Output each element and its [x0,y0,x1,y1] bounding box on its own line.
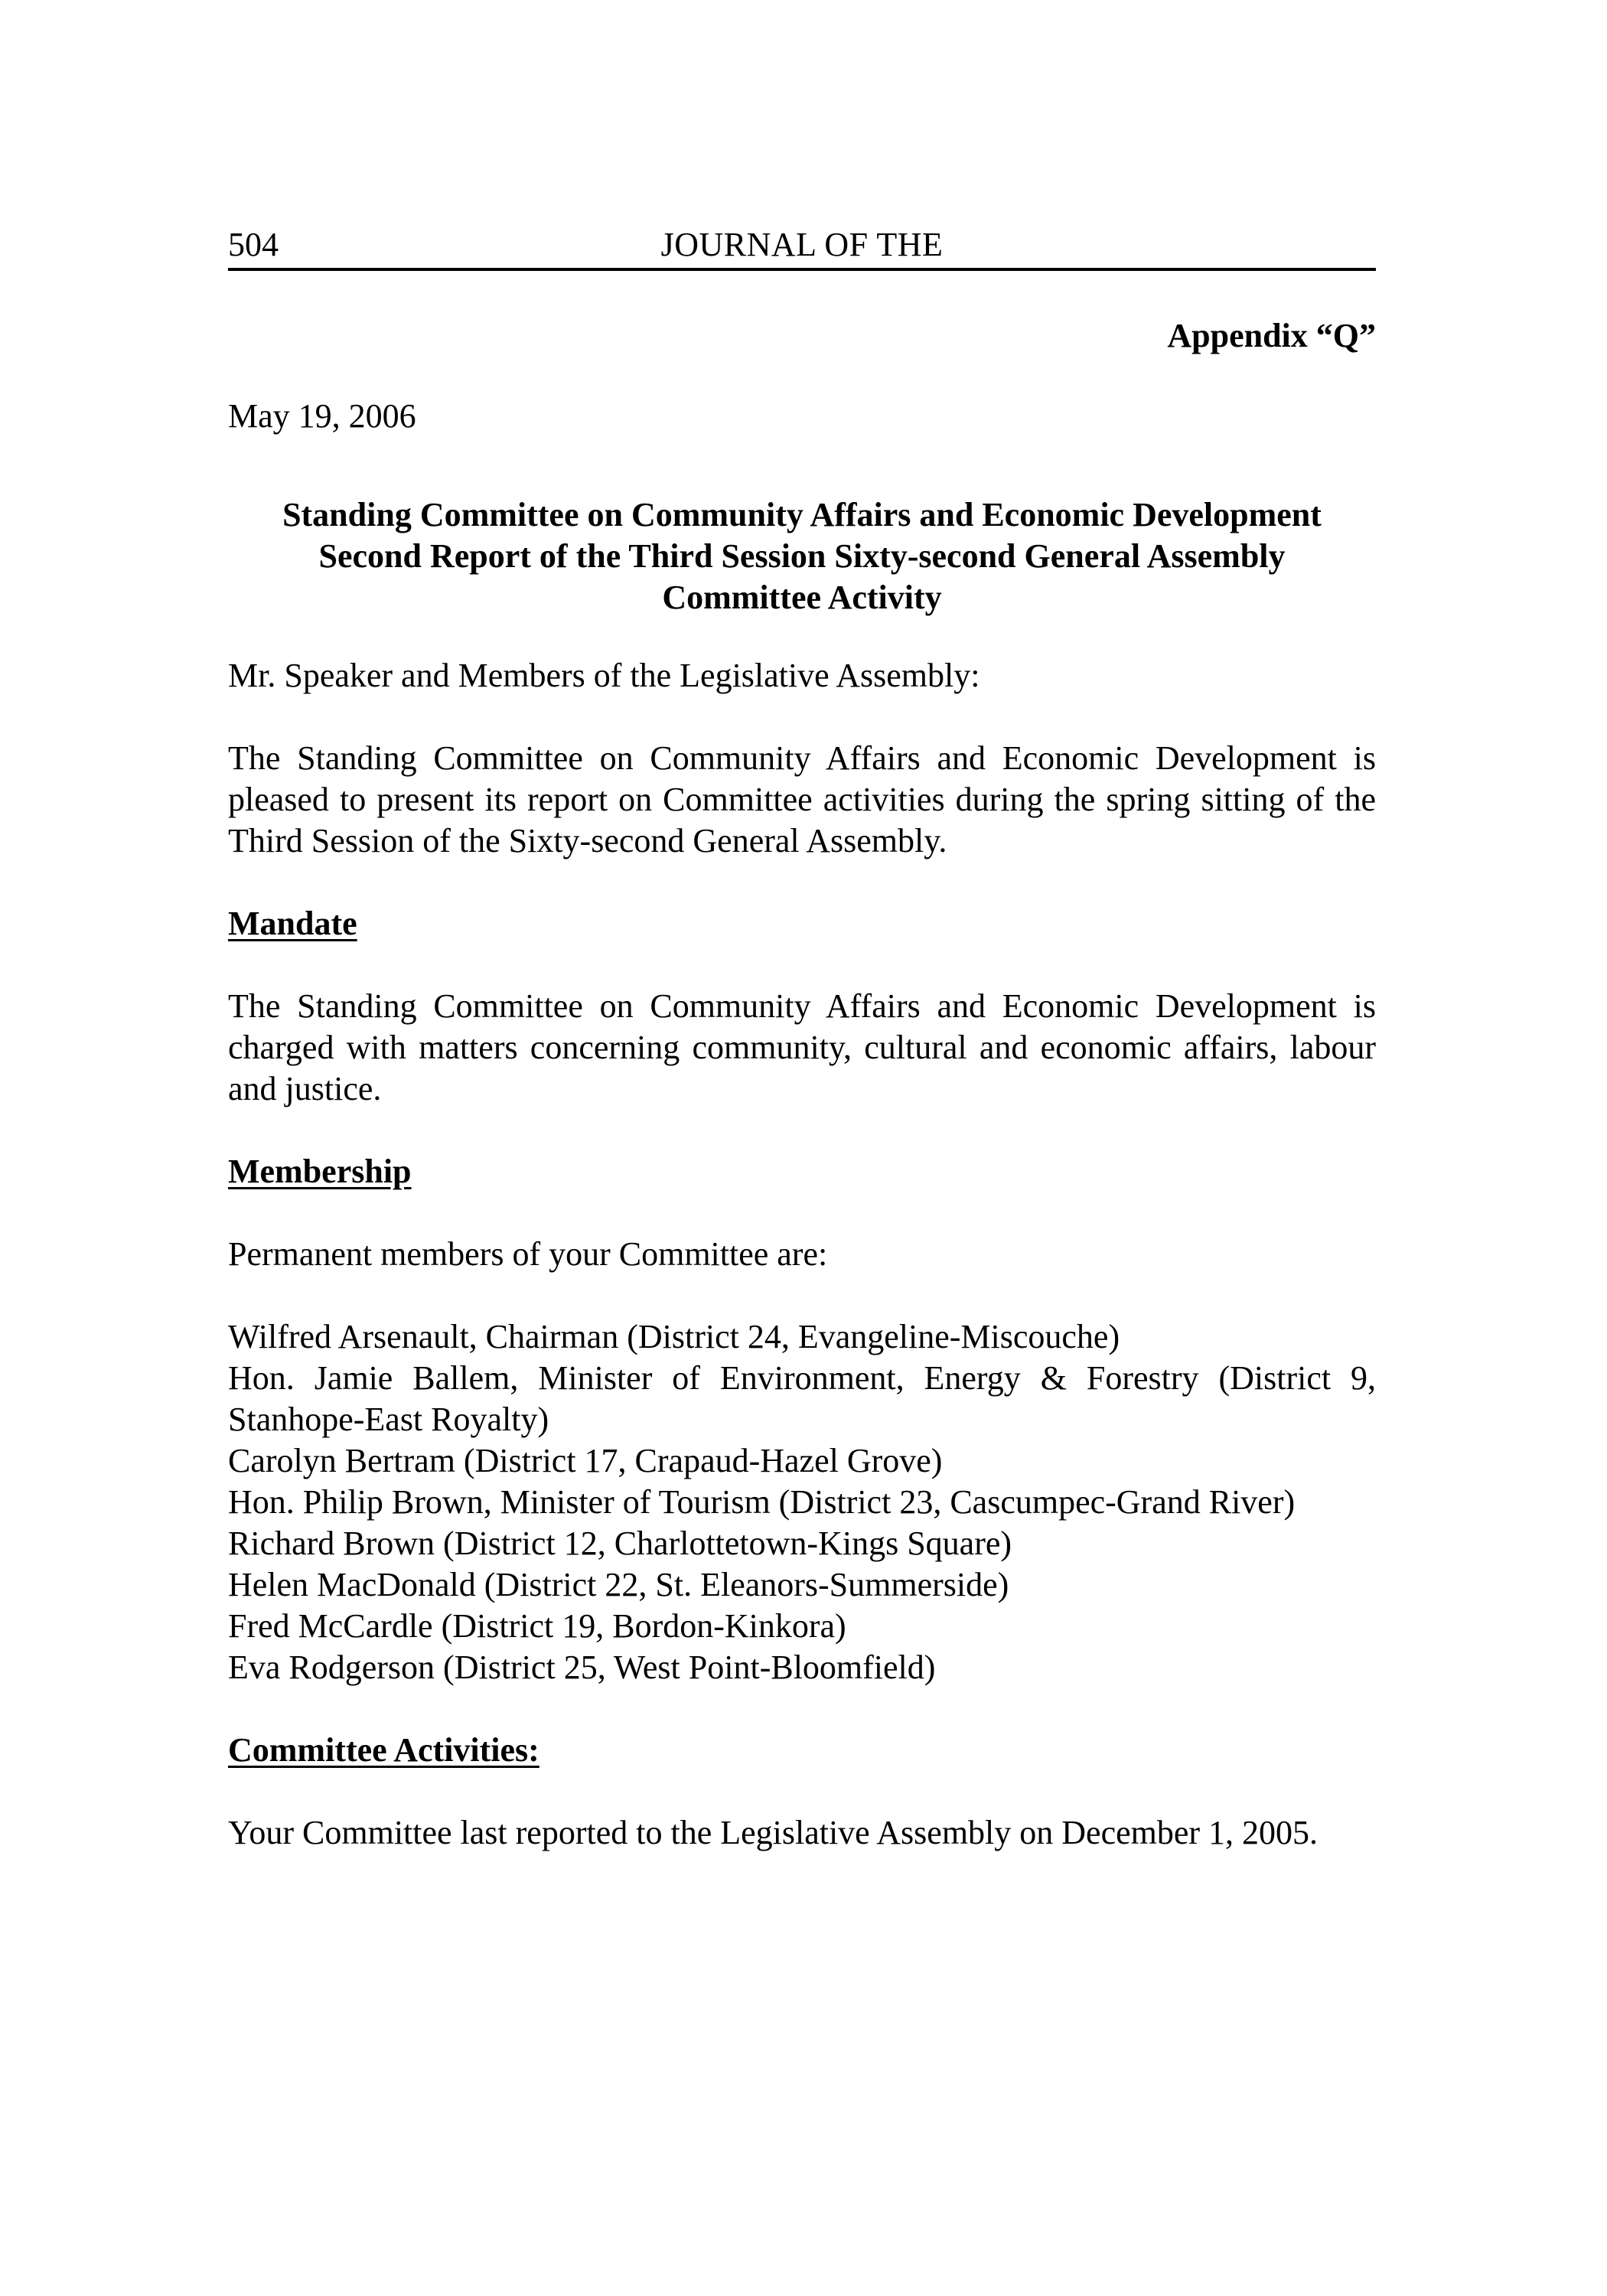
page-number: 504 [228,226,279,263]
membership-intro: Permanent members of your Committee are: [228,1235,828,1273]
intro-paragraph: The Standing Committee on Community Affairs and Economic Development is pleased to present its report on Committee activities during the spring sitting of the Third Session of the Sixty-second General Assembly. [228,739,1376,859]
salutation: Mr. Speaker and Members of the Legislative Assembly: [228,657,980,694]
activities-paragraph: Your Committee last reported to the Legislative Assembly on December 1, 2005. [228,1814,1319,1851]
document-page [228,222,1376,1854]
report-title [228,494,1376,618]
mandate-heading: Mandate [228,905,357,942]
member-entry: Eva Rodgerson (District 25, West Point-Bloomfield) [228,1649,936,1686]
running-header [228,222,1376,271]
report-title-line: Committee Activity [662,579,942,616]
member-entry: Wilfred Arsenault, Chairman (District 24, Evangeline-Miscouche) [228,1318,1120,1355]
mandate-paragraph: The Standing Committee on Community Affairs and Economic Development is charged with matters concerning community, cultural and economic affairs, labour and justice. [228,987,1376,1107]
membership-heading: Membership [228,1153,412,1190]
appendix-label: Appendix “Q” [1167,317,1376,354]
member-entry: Hon. Philip Brown, Minister of Tourism (District 23, Cascumpec-Grand River) [228,1483,1296,1521]
member-list [228,1316,1376,1688]
member-entry: Fred McCardle (District 19, Bordon-Kinkora) [228,1607,846,1645]
report-title-line: Second Report of the Third Session Sixty-second General Assembly [318,537,1286,575]
member-entry: Helen MacDonald (District 22, St. Eleanors-Summerside) [228,1566,1009,1603]
member-entry: Richard Brown (District 12, Charlottetown-Kings Square) [228,1525,1012,1562]
member-entry: Carolyn Bertram (District 17, Crapaud-Hazel Grove) [228,1442,943,1479]
activities-heading: Committee Activities: [228,1731,539,1769]
report-title-line: Standing Committee on Community Affairs and Economic Development [282,496,1322,533]
member-entry: Hon. Jamie Ballem, Minister of Environment, Energy & Forestry (District 9, Stanhope-East Royalty) [228,1359,1376,1438]
journal-title: JOURNAL OF THE [660,226,944,263]
report-date: May 19, 2006 [228,397,416,435]
